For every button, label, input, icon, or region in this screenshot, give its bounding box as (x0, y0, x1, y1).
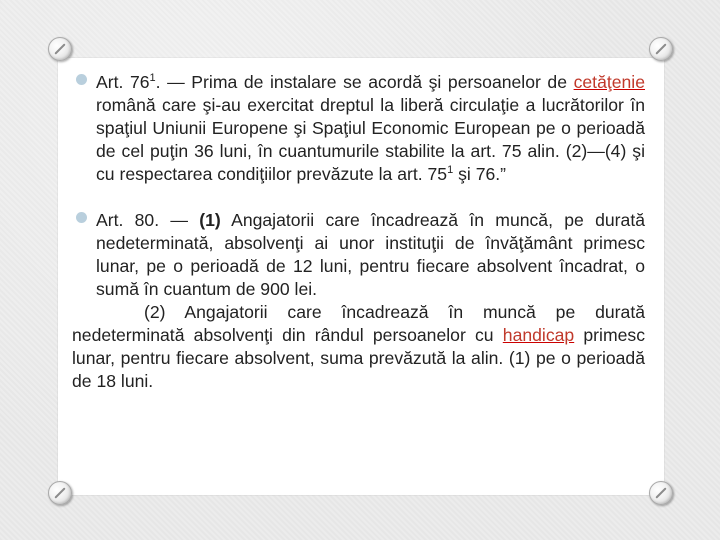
superscript: 1 (447, 164, 454, 177)
spacer (76, 186, 645, 209)
superscript: 1 (149, 72, 156, 85)
article-80-text: Angajatorii care încadrează în muncă, pe durată nedeterminată, absolvenţi ai unor instituţii de învăţământ primesc lunar, pe o perioadă de 12 luni, pentru fiecare absolvent încadrat, o sumă în cuantum de 900 lei. (96, 210, 645, 299)
link-cetatenie[interactable]: cetăţenie (573, 72, 645, 92)
bullet-icon (76, 74, 87, 85)
article-76-text: . — Prima de instalare se acordă şi persoanelor de (155, 72, 574, 92)
article-76-paragraph (76, 71, 645, 186)
paragraph-2-start: (2) Angajatorii care încadrează în muncă pe durată nedeterminată absolvenţi din rândul persoanelor cu (72, 302, 645, 345)
article-80-label: Art. 80. — (96, 210, 200, 230)
paragraph-2-end: primesc lunar, pentru fiecare absolvent, suma prevăzută la alin. (1) pe o perioadă de 18 luni. (72, 325, 645, 391)
screw-icon (649, 481, 673, 505)
document-text (72, 71, 645, 393)
screw-icon (649, 37, 673, 61)
article-80-paragraph (76, 209, 645, 301)
article-76-text-rest: română care şi-au exercitat dreptul la liberă circulaţie a lucrătorilor în spaţiul Uniunii Europene şi Spaţiul Economic European pe o perioadă de cel puţin 36 luni, în cuantumurile stabilite la art. 75 alin. (2)—(4) şi cu respectarea condiţiilor prevăzute la art. 75 (96, 95, 645, 184)
article-76-label: Art. 76 (96, 72, 150, 92)
bullet-icon (76, 212, 87, 223)
screw-icon (48, 481, 72, 505)
paragraph-2 (72, 301, 645, 393)
link-handicap[interactable]: handicap (502, 325, 575, 345)
screw-icon (48, 37, 72, 61)
article-76-end: şi 76.” (453, 164, 507, 184)
article-80-point-1: (1) (199, 210, 221, 230)
